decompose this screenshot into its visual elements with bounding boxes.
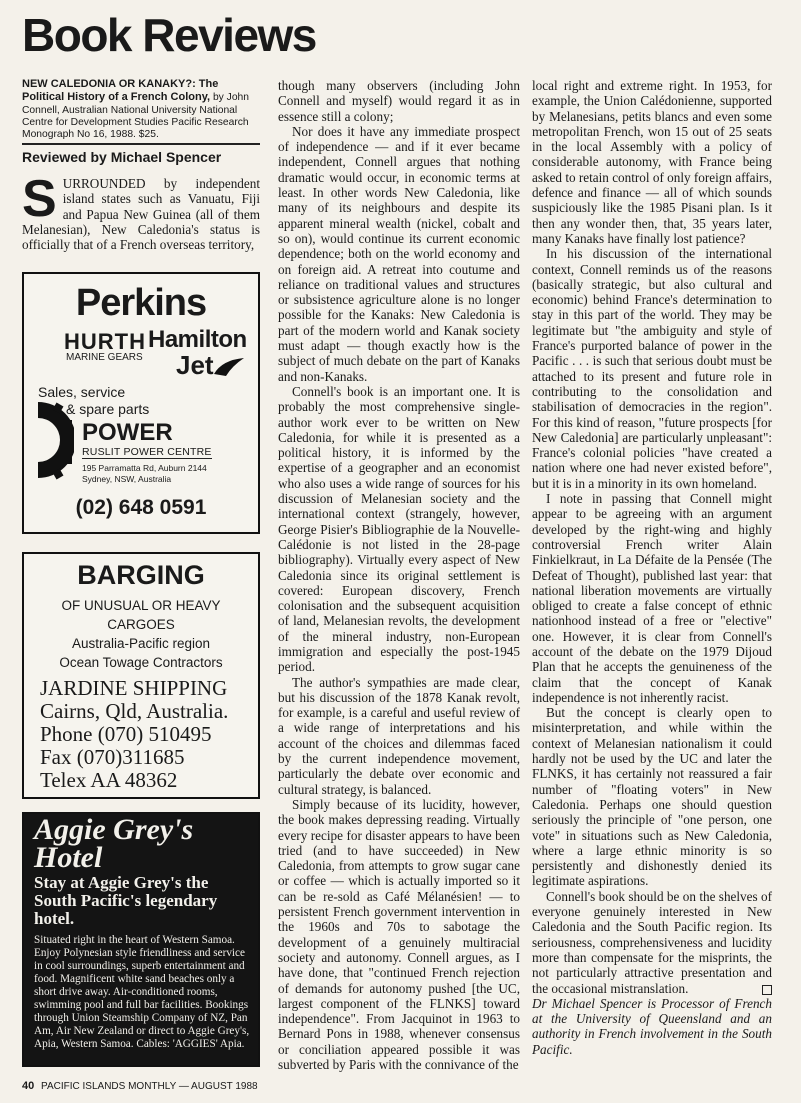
- power-centre-name: RUSLIT POWER CENTRE: [82, 446, 212, 458]
- jet-label: Jet: [176, 350, 214, 380]
- perkins-advertisement: [22, 272, 260, 534]
- address-line-1: 195 Parramatta Rd, Auburn 2144: [82, 463, 207, 473]
- perkins-logo: Perkins: [75, 282, 207, 324]
- perkins-phone: (02) 648 0591: [75, 496, 207, 519]
- barging-towage: Ocean Towage Contractors: [59, 655, 223, 670]
- closing-paragraph: [532, 889, 772, 996]
- hamilton-logo: Hamilton: [148, 326, 247, 353]
- jardine-name: JARDINE SHIPPING: [40, 676, 228, 700]
- hurth-logo: HURTH: [64, 329, 146, 354]
- paragraph: local right and extreme right. In 1953, for example, the Union Calédonienne, supported by Melanesians, petits blancs and even some metropolitan French, won 15 out of 25 seats in the local Assembly with a policy of considerable autonomy, with France being asked to retain control of only foreign affairs, defence and finance — all of which sounds suspiciously like the 1985 Pisani plan. Is it then any wonder then, that, 35 years later, many Kanaks have finally lost patience?: [532, 78, 772, 246]
- marine-gears-label: MARINE GEARS: [66, 352, 143, 363]
- reviewer-byline: Reviewed by Michael Spencer: [22, 143, 260, 165]
- book-details: by John Connell, Australian National University National Centre for Development Studies Pacific Research Monograph No 16, 1988. $25.: [22, 92, 250, 141]
- aggie-headline: Stay at Aggie Grey's the South Pacific's legendary hotel.: [34, 873, 218, 928]
- aggie-greys-logo: [34, 813, 194, 874]
- drop-cap: S: [22, 170, 57, 228]
- closing-text: Connell's book should be on the shelves of everyone genuinely interested in New Caledonia and the South Pacific region. Its seriousness, comprehensiveness and lucidity more than compensate for the misprints, the not particularly attractive presentation and the occasional mistranslation.: [532, 888, 772, 996]
- article-column-3: [532, 78, 772, 1057]
- aggie-greys-advertisement: [22, 812, 260, 1067]
- paragraph: Connell's book is an important one. It is probably the most comprehensive single-author work ever to be written on New Caledonia, for while it is presented as a political history, it is informed by the expertise of a geographer and an economist who also uses a wide range of sources for his discussion of Melanesian society and the international context (strangely, however, George Pisier's Bibliographie de la Nouvelle-Calédonie is not listed in the 28-page bibliography). Virtually every aspect of New Caledonia since its original settlement is covered: European discovery, French colonisation and the subsequent acquisition of land, Melanesian revolts, the development of the mineral industry, non-European immigration and especially the post-1945 period.: [278, 383, 520, 675]
- jardine-telex: Telex AA 48362: [40, 768, 178, 792]
- spare-parts-label: & spare parts: [66, 401, 150, 417]
- sales-service-label: Sales, service: [38, 384, 126, 400]
- barging-region: Australia-Pacific region: [71, 636, 211, 651]
- barging-title: BARGING: [77, 560, 205, 590]
- address-line-2: Sydney, NSW, Australia: [82, 474, 172, 484]
- publication-line: PACIFIC ISLANDS MONTHLY — AUGUST 1988: [41, 1081, 258, 1092]
- barging-line-1: OF UNUSUAL OR HEAVY: [61, 598, 221, 613]
- aggie-body: Situated right in the heart of Western Samoa. Enjoy Polynesian style friendliness and service in cool surroundings, superb entertainment and food. Magnificent white sand beaches only a short drive away. Air-conditioned rooms, swimming pool and full bar facilities. Bookings through Union Steamship Company of NZ, Pan Am, Air New Zealand or direct to Aggie Grey's, Apia, Western Samoa. Cables: 'AGGIES' Apia.: [34, 934, 250, 1050]
- page-footer: [22, 1080, 258, 1092]
- author-bio: Dr Michael Spencer is Processor of French at the University of Queensland and an authority in French involvement in the South Pacific.: [532, 995, 772, 1057]
- article-column-2: [278, 78, 520, 1072]
- aggie-title-line-2: Hotel: [34, 841, 103, 874]
- paragraph: But the concept is clearly open to misinterpretation, and while within the context of Melanesian nationalism it could hardly not be used by the UC and later the FLNKS, it has certainly not reassured a fair number of "floating voters" in New Caledonia. Perhaps one should question seriously the principle of "one person, one vote" in situations such as New Caledonia, where a large ethnic minority is so persistently and dishonestly denied its legitimate aspirations.: [532, 705, 772, 889]
- book-reference: [22, 78, 260, 141]
- paragraph: though many observers (including John Connell and myself) would regard it as in essence still a colony;: [278, 78, 520, 124]
- section-title: Book Reviews: [22, 9, 316, 61]
- power-logo: POWER: [82, 419, 173, 446]
- book-title: NEW CALEDONIA OR KANAKY?: The Political History of a French Colony,: [22, 78, 219, 104]
- gear-icon: [34, 398, 74, 482]
- paragraph: The author's sympathies are made clear, but his discussion of the 1878 Kanak revolt, for example, is a careful and useful review of a wide range of interpretations and his account of the choices and dilemmas faced by the current independence movement, particularly the debate over economic and cultural strategy, is balanced.: [278, 674, 520, 797]
- lead-paragraph: [22, 170, 260, 253]
- aggie-title-line-1: Aggie Grey's: [34, 813, 194, 846]
- lead-text: URROUNDED by independent island states such as Vanuatu, Fiji and Papua New Guinea (all of them Melanesian), New Caledonia's status is officially that of a French overseas territory,: [22, 176, 260, 253]
- jardine-fax: Fax (070)311685: [40, 745, 185, 769]
- end-mark-icon: [762, 985, 772, 995]
- paragraph: Nor does it have any immediate prospect of independence — and if it ever became independent, Connell argues that nothing dramatic would occur, in economic terms at least. In other words New Caledonia, like many of its neighbours and despite its apparent mineral wealth (nickel, cobalt and so on), would continue its current economic dependence; both on the world economy and on foreign aid. A retreat into coutume and reliance on traditional values and structures or subsistence agriculture alone is no longer possible for the Kanaks: New Caledonia is part of the modern world and Kanak society must adapt — though exactly how is the subject of much debate on the part of Kanaks and non-Kanaks.: [278, 123, 520, 384]
- paragraph: I note in passing that Connell might appear to be agreeing with an argument developed by the right-wing and highly controversial French writer Alain Finkielkraut, in La Défaite de la Pensée (The Defeat of Thought), published last year: that national liberation movements are virtually obliged to create a false concept of ethnic nationhood instead of a free or "elective" one. However, it is clear from Connell's account of the debate on the 1979 Dijoud Plan that he accepts the genuineness of the claim that the concept of Kanak independence is not inherently racist.: [532, 491, 772, 705]
- jardine-phone: Phone (070) 510495: [40, 722, 212, 746]
- barging-line-2: CARGOES: [107, 617, 175, 632]
- page-number: 40: [22, 1080, 35, 1092]
- paragraph: In his discussion of the international context, Connell reminds us of the reasons (basically strategic, but also cultural and economic) behind France's determination to stay in this part of the world. They may be legitimate but "the ambiguity and style of France's purported balance of power in the Pacific . . . is such that serious doubt must be attached to its present and future role in contributing to the consolidation and stabilisation of democracies in the region". For this kind of reason, "future prospects [for New Caledonia] are particularly unpleasant": France's colonial policies "have created a nation where one had never existed before", but it is in a minority in its own homeland.: [532, 246, 772, 491]
- barging-advertisement: [22, 552, 260, 799]
- jardine-location: Cairns, Qld, Australia.: [40, 699, 229, 723]
- jet-swoosh-icon: [212, 356, 246, 378]
- paragraph: Simply because of its lucidity, however, the book makes depressing reading. Virtually every recipe for disaster appears to have been tried (and to have succeeded) in New Caledonia, from attempts to grow sugar cane or coffee — which is actually imported so it can be re-sold as Café Mélanésien! — to persistent French government intervention in the 1960s and 70s to sabotage the development of a genuinely multiracial society and autonomy. Connell argues, as I have done, that "continued French rejection of demands for autonomy pushed [the UC, largest component of the FLNKS] toward independence". From Jacquinot in 1963 to Bernard Pons in 1988, whenever consensus or conciliation appeared possible it was subverted by Paris with the connivance of the: [278, 796, 520, 1072]
